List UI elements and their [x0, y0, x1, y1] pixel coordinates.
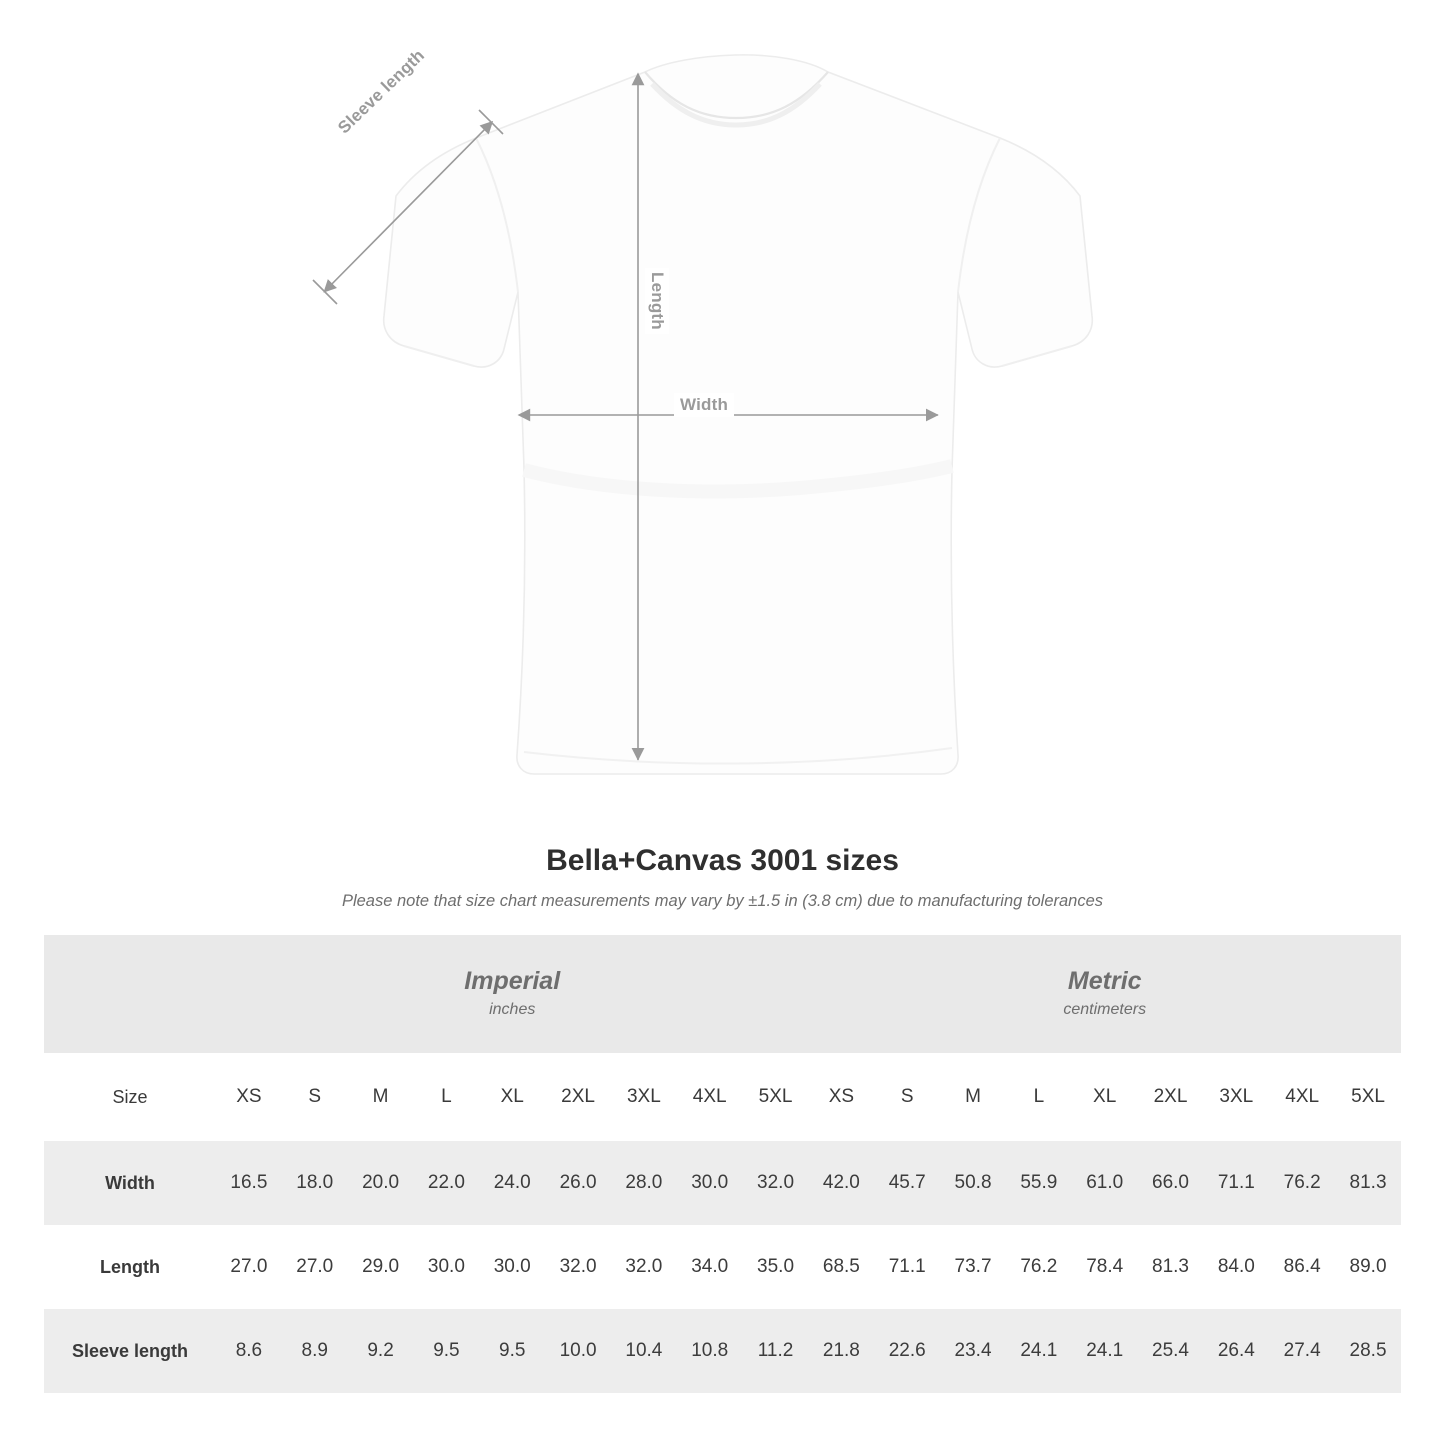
tolerance-note: Please note that size chart measurements may vary by ±1.5 in (3.8 cm) due to manufacturing tolerances [341, 892, 1104, 910]
size-header-cell: XS [216, 1053, 282, 1141]
size-header-row [44, 1053, 1401, 1141]
size-header-cell: S [282, 1053, 348, 1141]
size-header-cell: 2XL [1138, 1053, 1204, 1141]
cell: 9.2 [348, 1309, 414, 1393]
size-table-wrapper [44, 935, 1401, 1393]
cell: 30.0 [427, 1256, 465, 1277]
cell: 8.9 [282, 1309, 348, 1393]
size-header-cell: L [1006, 1053, 1072, 1141]
unit-group-imperial [216, 935, 808, 1053]
cell: 61.0 [1072, 1141, 1138, 1225]
unit-group-spacer [44, 935, 216, 1053]
cell: 45.7 [874, 1141, 940, 1225]
cell: 26.4 [1203, 1309, 1269, 1393]
cell: 32.0 [743, 1141, 809, 1225]
cell: 26.0 [545, 1141, 611, 1225]
cell: 35.0 [757, 1256, 795, 1277]
table-row [44, 1309, 1401, 1393]
cell: 32.0 [559, 1256, 597, 1277]
size-header-cell: 2XL [545, 1053, 611, 1141]
cell: 42.0 [808, 1141, 874, 1225]
chart-heading [0, 844, 1445, 911]
row-label-width: Width [44, 1141, 216, 1225]
cell: 29.0 [362, 1256, 400, 1277]
cell: 10.8 [677, 1309, 743, 1393]
unit-group-metric [808, 935, 1401, 1053]
length-label: Length [645, 268, 669, 334]
metric-name: Metric [1067, 966, 1142, 995]
cell: 10.0 [545, 1309, 611, 1393]
cell: 20.0 [348, 1141, 414, 1225]
cell: 21.8 [808, 1309, 874, 1393]
size-header-cell: S [874, 1053, 940, 1141]
cell: 71.1 [888, 1256, 926, 1277]
size-header-cell: 5XL [1335, 1053, 1401, 1141]
size-header-cell: XS [808, 1053, 874, 1141]
cell: 73.7 [954, 1256, 992, 1277]
cell: 81.3 [1335, 1141, 1401, 1225]
cell: 24.0 [479, 1141, 545, 1225]
cell: 55.9 [1006, 1141, 1072, 1225]
cell: 9.5 [413, 1309, 479, 1393]
cell: 22.6 [874, 1309, 940, 1393]
unit-group-row [44, 935, 1401, 1053]
cell: 28.0 [611, 1141, 677, 1225]
table-row [44, 1141, 1401, 1225]
imperial-name: Imperial [464, 966, 561, 995]
cell: 10.4 [611, 1309, 677, 1393]
cell: 16.5 [216, 1141, 282, 1225]
size-header-cell: XL [479, 1053, 545, 1141]
table-row [44, 1225, 1401, 1309]
cell: 30.0 [493, 1256, 531, 1277]
cell: 25.4 [1138, 1309, 1204, 1393]
cell: 81.3 [1152, 1256, 1189, 1277]
size-header-cell: 5XL [743, 1053, 809, 1141]
cell: 89.0 [1349, 1256, 1387, 1277]
size-header-cell: M [940, 1053, 1006, 1141]
cell: 27.0 [230, 1256, 268, 1277]
imperial-sub: inches [489, 1000, 536, 1018]
cell: 84.0 [1217, 1256, 1255, 1277]
size-header-label: Size [44, 1053, 216, 1141]
cell: 66.0 [1138, 1141, 1204, 1225]
page-title: Bella+Canvas 3001 sizes [546, 844, 899, 877]
row-label-length: Length [100, 1256, 160, 1277]
cell: 78.4 [1086, 1256, 1124, 1277]
cell: 34.0 [691, 1256, 729, 1277]
cell: 27.0 [296, 1256, 334, 1277]
size-header-cell: 4XL [1269, 1053, 1335, 1141]
size-header-cell: M [348, 1053, 414, 1141]
size-header-cell: 3XL [611, 1053, 677, 1141]
cell: 76.2 [1269, 1141, 1335, 1225]
width-label: Width [674, 393, 734, 417]
cell: 24.1 [1006, 1309, 1072, 1393]
cell: 22.0 [413, 1141, 479, 1225]
size-header-cell: 4XL [677, 1053, 743, 1141]
size-table [44, 935, 1401, 1393]
cell: 76.2 [1020, 1256, 1058, 1277]
size-header-cell: 3XL [1203, 1053, 1269, 1141]
cell: 68.5 [822, 1256, 860, 1277]
cell: 71.1 [1203, 1141, 1269, 1225]
cell: 8.6 [216, 1309, 282, 1393]
cell: 50.8 [940, 1141, 1006, 1225]
cell: 11.2 [743, 1309, 809, 1393]
cell: 32.0 [625, 1256, 663, 1277]
cell: 86.4 [1283, 1256, 1321, 1277]
cell: 24.1 [1072, 1309, 1138, 1393]
cell: 30.0 [677, 1141, 743, 1225]
cell: 27.4 [1269, 1309, 1335, 1393]
sleeve-length-label: Sleeve length [330, 41, 433, 142]
cell: 23.4 [940, 1309, 1006, 1393]
size-header-cell: L [413, 1053, 479, 1141]
metric-sub: centimeters [1063, 1000, 1147, 1018]
row-label-sleeve-length: Sleeve length [44, 1309, 216, 1393]
size-header-cell: XL [1072, 1053, 1138, 1141]
cell: 9.5 [479, 1309, 545, 1393]
cell: 28.5 [1335, 1309, 1401, 1393]
cell: 18.0 [282, 1141, 348, 1225]
